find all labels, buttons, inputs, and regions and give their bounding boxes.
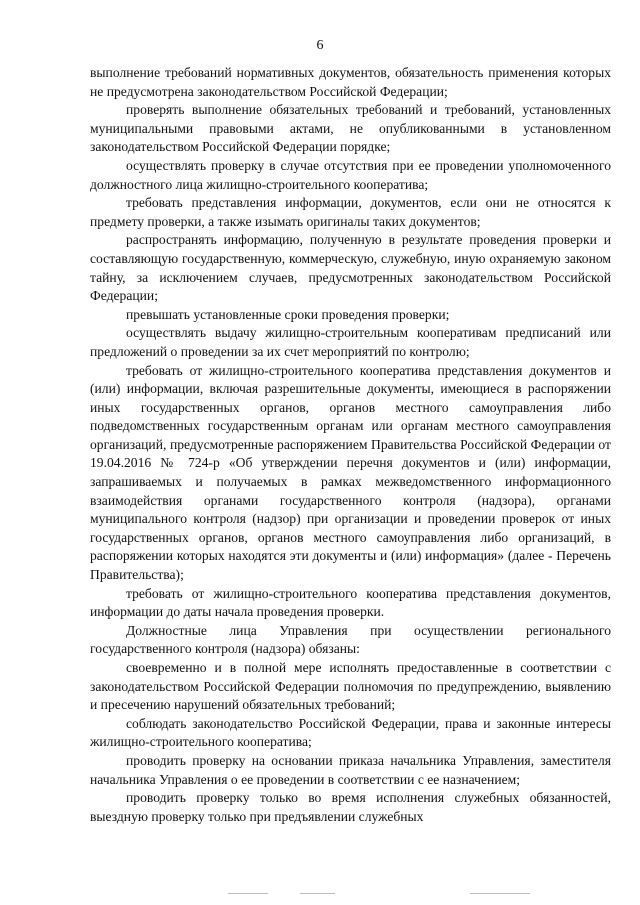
scan-artifact-line (228, 893, 268, 894)
document-body (90, 64, 611, 826)
paragraph-9: требовать от жилищно-строительного кооператива представления документов, информации до даты начала проведения проверки. (90, 585, 611, 620)
paragraph-4: требовать представления информации, документов, если они не относятся к предмету проверки, а также изымать оригиналы таких документов; (90, 195, 611, 229)
paragraph-2: проверять выполнение обязательных требований и требований, установленных муниципальными правовыми актами, не опубликованными в установленном законодательством Российской Федерации порядке; (90, 102, 611, 155)
paragraph-8: требовать от жилищно-строительного кооператива представления документов и (или) информации, включая разрешительные документы, имеющиеся в распоряжении иных государственных органов, органов местного самоуправления либо подведомственных государственным органам или органам местного самоуправления организаций, предусмотренные распоряжением Правительства Российской Федерации от 19.04.2016 № 724-р «Об утверждении перечня документов и (или) информации, запрашиваемых и получаемых в рамках межведомственного информационного взаимодействия органами государственного контроля (надзора), органами муниципального контроля (надзор) при организации и проведении проверок от иных государственных органов, органов местного самоуправления либо организаций, в распоряжении которых находятся эти документы и (или) информация» (далее - Перечень Правительства); (90, 362, 611, 583)
paragraph-14: проводить проверку только во время исполнения служебных обязанностей, выездную проверку только при предъявлении служебных (90, 790, 611, 824)
page-number: 6 (316, 38, 324, 53)
scan-artifact-line (300, 893, 335, 894)
paragraph-13: проводить проверку на основании приказа начальника Управления, заместителя начальника Управления о ее проведении в соответствии с ее назначением; (90, 752, 611, 787)
paragraph-3: осуществлять проверку в случае отсутствия при ее проведении уполномоченного должностного лица жилищно-строительного кооператива; (90, 157, 611, 192)
paragraph-1: выполнение требований нормативных документов, обязательность применения которых не предусмотрена законодательством Российской Федерации; (90, 65, 611, 99)
paragraph-6: превышать установленные сроки проведения проверки; (126, 306, 450, 322)
paragraph-12: соблюдать законодательство Российской Федерации, права и законные интересы жилищно-строительного кооператива; (90, 715, 611, 750)
paragraph-11: своевременно и в полной мере исполнять предоставленные в соответствии с законодательством Российской Федерации полномочия по предупреждению, выявлению и пресечению нарушений обязательных требований; (90, 660, 611, 713)
paragraph-10: Должностные лица Управления при осуществлении регионального государственного контроля (надзора) обязаны: (90, 622, 611, 657)
paragraph-7: осуществлять выдачу жилищно-строительным кооперативам предписаний или предложений о проведении за их счет мероприятий по контролю; (90, 325, 611, 359)
scan-artifact-line (470, 893, 530, 894)
paragraph-5: распространять информацию, полученную в результате проведения проверки и составляющую государственную, коммерческую, служебную, иную охраняемую законом тайну, за исключением случаев, предусмотренных законодательством Российской Федерации; (90, 232, 611, 304)
